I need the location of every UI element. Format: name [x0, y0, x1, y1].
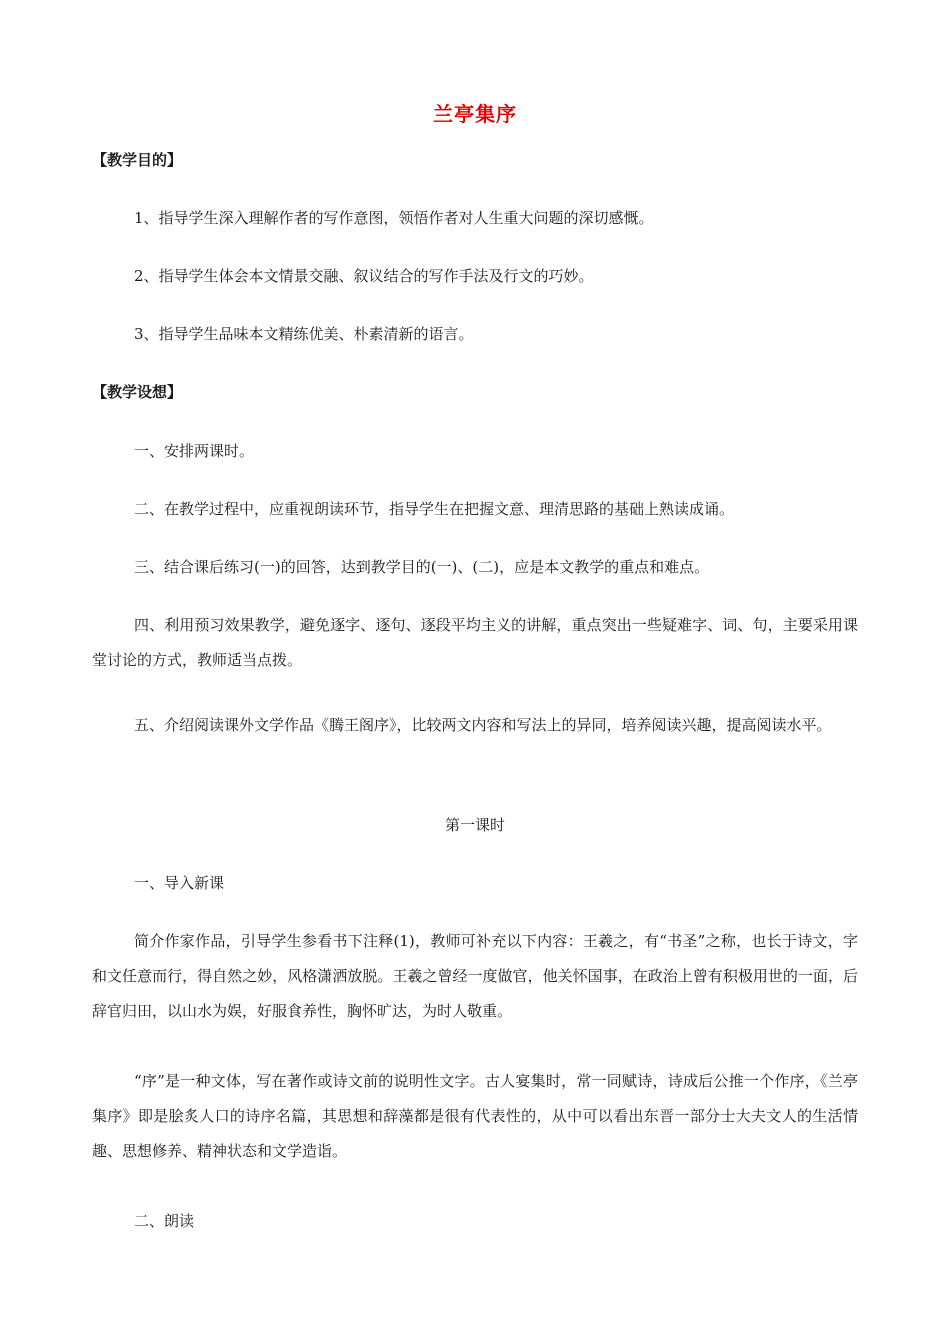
- objective-item-3: 3、指导学生品味本文精练优美、朴素清新的语言。: [134, 325, 474, 343]
- intro-paragraph-genre: “序”是一种文体，写在著作或诗文前的说明性文字。古人宴集时，常一同赋诗，诗成后公推一个作序，《兰亭集序》即是脍炙人口的诗序名篇，其思想和辞藻都是很有代表性的，从中可以看出东晋一部分士大夫文人的生活情趣、思想修养、精神状态和文学造诣。: [92, 1072, 858, 1160]
- objective-item-2: 2、指导学生体会本文情景交融、叙议结合的写作手法及行文的巧妙。: [134, 267, 594, 285]
- design-heading: 【教学设想】: [92, 383, 183, 401]
- intro-paragraph-author: 简介作家作品，引导学生参看书下注释(1)，教师可补充以下内容：王羲之，有“书圣”之称，也长于诗文，字和文任意而行，得自然之妙，风格潇洒放脱。王羲之曾经一度做官，他关怀国事，在政治上曾有积极用世的一面，后辞官归田，以山水为娱，好服食养性，胸怀旷达，为时人敬重。: [92, 932, 858, 1020]
- document-title: 兰亭集序: [433, 102, 517, 126]
- design-item-5: 五、介绍阅读课外文学作品《腾王阁序》，比较两文内容和写法上的异同，培养阅读兴趣，提高阅读水平。: [134, 716, 832, 734]
- design-item-4: 四、利用预习效果教学，避免逐字、逐句、逐段平均主义的讲解，重点突出一些疑难字、词、句，主要采用课堂讨论的方式，教师适当点拨。: [92, 616, 858, 669]
- reading-heading: 二、朗读: [134, 1212, 195, 1230]
- lesson1-heading: 第一课时: [444, 816, 505, 834]
- objective-item-1: 1、指导学生深入理解作者的写作意图，领悟作者对人生重大问题的深切感慨。: [134, 209, 654, 227]
- intro-heading: 一、导入新课: [134, 874, 225, 892]
- objectives-heading: 【教学目的】: [92, 151, 183, 169]
- design-item-2: 二、在教学过程中，应重视朗读环节，指导学生在把握文意、理清思路的基础上熟读成诵。: [134, 500, 735, 518]
- design-item-1: 一、安排两课时。: [134, 442, 255, 460]
- design-item-3: 三、结合课后练习(一)的回答，达到教学目的(一)、(二)，应是本文教学的重点和难点。: [134, 558, 710, 576]
